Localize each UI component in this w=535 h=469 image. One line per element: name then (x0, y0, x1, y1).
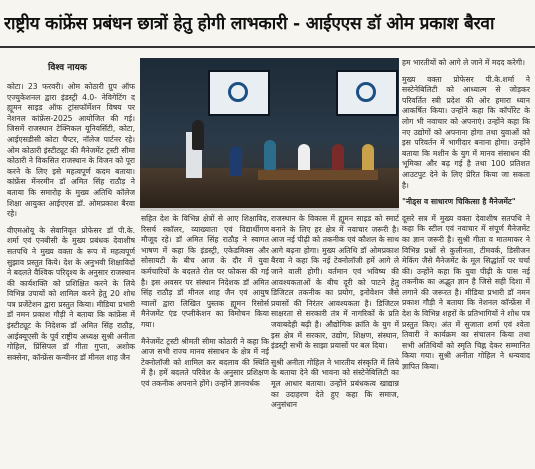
byline: विश्व नायक (48, 63, 87, 73)
stage-table (258, 170, 378, 180)
article-column-3 (271, 214, 399, 466)
paragraph: सहित देश के विभिन्न क्षेत्रों से आए शिक्षाविद, रिसर्च स्कॉलर, व्याख्याता एवं विद्यार्थीगण मौजूद रहे। डॉ अमित सिंह राठौड़ ने स्वागत भाषण में कहा कि इंडस्ट्री, एकेडमिक्स और सोसायटी के बीच आज के दौर में युवा कर्मचारियों के बदलते रोल पर फोकस की गई है। इस अवसर पर संस्थान निदेशक डॉ अमित सिंह राठौड़ डॉ मीनल शाह जैन एवं आयुष ग्वालों द्वारा लिखित पुस्तक ह्यूमन रिसोर्स मैनेजमेंट एंड एप्लीकेशन का विमोचन किया गया। (141, 214, 269, 329)
paragraph: राजस्थान के विकास में ह्यूमन साइड को स्मार्ट बनाने के लिए हर क्षेत्र में नवाचार जरूरी है। आज नई पीढ़ी को तकनीक एवं कौशल के साथ आगे बढ़ना होगा। मुख्य अतिथि डॉ ओमप्रकाश बैरवा ने कहा कि नई टेक्नोलॉजी हमें आगे ले जाने वाली होगी। वर्तमान एवं भविष्य की आवश्यकताओं के बीच दूरी को पाटने हेतु डिजिटल तकनीक का प्रयोग, इनोवेशन जैसे प्रयासों की निरंतर आवश्यकता है। डिजिटल साक्षरता से सरकारी तंत्र में नागरिकों के प्रति जवाबदेही बढ़ी है। औद्योगिक क्रांति के युग में इस क्षेत्र में सरकार, उद्योग, शिक्षण, संस्थान, इंडस्ट्री सभी के साझा प्रयासों पर बल दिया। (271, 214, 399, 351)
paragraph: हम भारतीयों को आगे ले जाने में मदद करेगी। (402, 58, 525, 67)
subheading: "नीड्स व साधारण चिकित्सा है मैनेजमेंट" (402, 197, 516, 207)
article-column-2 (141, 214, 269, 466)
article-column-4 (402, 58, 530, 466)
stage-screen (336, 70, 398, 116)
paragraph: कोटा। 23 फरवरी। ओम कोठारी ग्रुप ऑफ एज्युकेशनल द्वारा इंडस्ट्री 4.0- नेविगेटिंग द ह्यूमन साइड ऑफ ट्रांसफॉर्मेशन विषय पर नेशनल कांफ्रेंस-2025 आयोजित की गई। जिसमें राजस्थान टेक्निकल यूनिवर्सिटी, कोटा, आईएसडीसी कोटा चैप्टर, नॉलेज पार्टनर रहे। ओम कोठारी इंस्टीट्यूट की मैनेजमेंट ट्रस्टी सीमा कोठारी ने विकसित राजस्थान के विजन को पूरा करने के लिए इसे महत्वपूर्ण कदम बताया। कांफ्रेंस मेंनरमीन डॉ अमित सिंह राठौड़ ने बताया कि समारोह के मुख्य अतिथि कॉलेज शिक्षा आयुक्त आईएएस डॉ. ओमप्रकाश बैरवा रहे। (7, 82, 135, 219)
paragraph: दूसरे सत्र में मुख्य वक्ता देवाशीष सतपथि ने कहा कि स्टील एवं नवाचार में संपूर्ण मैनेजमेंट का ज्ञान जरूरी है। सुश्री गीता व मातमाकर ने विभिन्न प्रश्नों से कुलीनता, टीमवर्क, डिसीजन मेकिंग जैसे मैनेजमेंट के मूल सिद्धांतों पर चर्चा की। उन्होंने कहा कि युवा पीढ़ी के पास नई तकनीक का अद्भुत ज्ञान है जिसे सही दिशा में लगाने की जरूरत है। मीडिया प्रभारी डॉ नमन प्रकाश गौड़ी ने बताया कि नेशनल कॉन्फ्रेंस में देश के विभिन्न शहरों के प्रतिभागियों ने शोध पत्र प्रस्तुत किए। अंत में सुजाता शर्मा एवं श्वेता तिवारी ने कार्यक्रम का संचालन किया तथा सभी अतिथियों को स्मृति चिह्न देकर सम्मानित किया गया। सुश्री अनीता गोहिल ने धन्यवाद ज्ञापित किया। (402, 213, 530, 372)
paragraph: मुख्य वक्ता प्रोफेसर पी.के.शर्मा ने सस्टेनेबिलिटी को आध्यात्म से जोड़कर परिवर्तित स्त्री प्रदेश की ओर हमारा ध्यान आकर्षित किया। उन्होंने कहा कि कॉर्पोरेट के लोग भी नवाचार को अपनाएं। उन्होंने कहा कि नए उद्योगों को अपनाना होगा तथा युवाओं को इस परिवर्तन में भागीदार बनाना होगा। उन्होंने बताया कि मशीन के युग में मानव संसाधन की भूमिका और बढ़ गई है तथा 100 प्रतिशत आउटपुट देने के लिए प्रेरित किया जा सकता है। (402, 74, 530, 190)
stage-screen (208, 70, 270, 116)
paragraph: वीएमओयू के सेवानिवृत प्रोफेसर डॉ पी.के. शर्मा एवं एनबीसी के मुख्य प्रबंधक देवाशीष सतपथि ने मुख्य वक्ता के रूप में महत्वपूर्ण सुझाव प्रस्तुत किये। देश के अनुभवी शिक्षाविदों ने बदलते वैश्विक परिदृश्य के अनुसार राजस्थान की कार्यशक्ति को प्रशिक्षित करने के लिये विभिन्न उपायों को शामिल करने हेतु 20 शोध पत्र प्रजेंटेशन द्वारा प्रस्तुत किया। मीडिया प्रभारी डॉ नमन प्रकाश गौड़ी ने बताया कि कांफ्रेंस में इंस्टीट्यूट के निदेशक डॉ अमित सिंह राठौड़, आईक्यूएसी के पूर्व राष्ट्रीय अध्यक्ष सुश्री अनीता गोहिल, प्रिंसिपल डॉ गीता गुप्ता, अशोक सक्सेना, कॉन्फ्रेंस कन्वीनर डॉ मीनल शाह जैन (7, 225, 135, 362)
paragraph: सुश्री अनीता गोहिल ने भारतीय संस्कृति में लिये के बताया देने की भावना को संस्टेनेबिलिटी का मूल आधार बताया। उन्होंने प्रबंधकत्व खाद्यान्न का उदाहरण देते हुए कहा कि समाज, अनुसंधान (271, 357, 399, 410)
photo-divider (140, 208, 399, 211)
article-column-1 (7, 82, 135, 467)
paragraph: मैनेजमेंट ट्रस्टी श्रीमती सीमा कोठारी ने कहा कि आज सभी राज्य मानव संसाधन के क्षेत्र में नई टेक्नोलॉजी को शामिल कर बदलाव की स्थिति में है। हमें बदलते परिवेश के अनुसार प्रशिक्षण एवं तकनीक अपनाने होंगे। उन्होंने ज्ञानवर्धक (141, 336, 269, 388)
headline-rule (0, 46, 535, 48)
headline: राष्ट्रीय कांफ्रेंस प्रबंधन छात्रों हेतु होगी लाभकारी - आईएएस डॉ ओम प्रकाश बैरवा (4, 14, 495, 34)
event-photo (140, 58, 399, 208)
